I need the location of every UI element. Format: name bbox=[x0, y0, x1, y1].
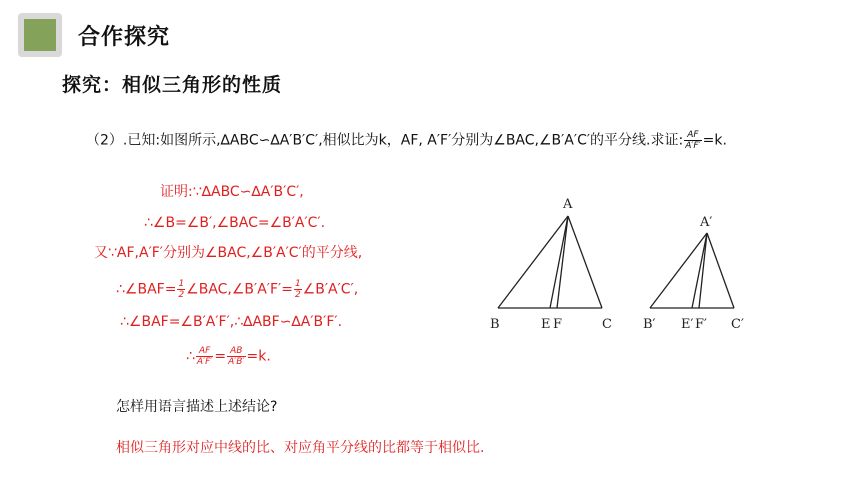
section-logo-square bbox=[24, 19, 56, 51]
proof-line-3: 又∵AF,A′F′分别为∠BAC,∠B′A′C′的平分线, bbox=[94, 245, 363, 261]
triangle-figure bbox=[480, 188, 780, 338]
ratio-fraction-1-numerator: AF bbox=[196, 346, 213, 357]
ratio-fraction-1 bbox=[196, 346, 213, 367]
median-a-prime-e-prime bbox=[692, 233, 707, 308]
label-f: F bbox=[553, 317, 563, 332]
proof-line-1: 证明:∵∆ABC∽∆A′B′C′, bbox=[160, 184, 304, 200]
proof-line-2: ∴∠B=∠B′,∠BAC=∠B′A′C′. bbox=[144, 215, 326, 231]
label-c-prime: C′ bbox=[731, 317, 744, 332]
conclusion-text: 相似三角形对应中线的比、对应角平分线的比都等于相似比. bbox=[116, 440, 485, 456]
label-c: C bbox=[602, 317, 612, 332]
fraction-numerator: AF bbox=[684, 130, 701, 141]
label-a: A bbox=[563, 197, 573, 212]
triangle-a-prime bbox=[650, 233, 734, 308]
proof-line-4-c: ∠B′A′C′, bbox=[302, 281, 359, 298]
side-ac bbox=[568, 216, 602, 308]
ratio-fraction-1-denominator: A′F′ bbox=[196, 357, 213, 367]
proof-line-6-suffix: =k. bbox=[246, 348, 271, 365]
ratio-fraction-2 bbox=[227, 346, 245, 367]
problem-statement bbox=[86, 130, 806, 151]
proof-line-6-prefix: ∴ bbox=[186, 348, 195, 365]
proof-line-4-a: ∴∠BAF= bbox=[116, 281, 177, 298]
discussion-question: 怎样用语言描述上述结论? bbox=[116, 399, 278, 415]
ratio-fraction-2-denominator: A′B′ bbox=[228, 357, 245, 367]
bisector-a-prime-f-prime bbox=[699, 233, 707, 308]
side-a-prime-c-prime bbox=[707, 233, 734, 308]
proof-line-6-mid: = bbox=[214, 348, 227, 365]
label-e-prime: E′ bbox=[681, 317, 694, 332]
label-b: B bbox=[490, 317, 500, 332]
half-fraction-2 bbox=[294, 279, 302, 300]
label-a-prime: A′ bbox=[700, 215, 713, 230]
problem-prefix: （2）.已知:如图所示,∆ABC∽∆A′B′C′,相似比为k，AF, A′F′分别为∠BAC,∠B′A′C′的平分线.求证: bbox=[86, 132, 684, 149]
proof-line-4-b: ∠BAC,∠B′A′F′= bbox=[186, 281, 293, 298]
page-subtitle: 探究：相似三角形的性质 bbox=[62, 74, 283, 96]
side-ab bbox=[498, 216, 568, 308]
half-fraction-1 bbox=[177, 279, 185, 300]
fraction-denominator: A′F′ bbox=[685, 141, 701, 151]
half-fraction-2-numerator: 1 bbox=[294, 279, 301, 289]
half-fraction-1-numerator: 1 bbox=[178, 279, 185, 289]
proof-line-5: ∴∠BAF=∠B′A′F′,∴∆ABF∽∆A′B′F′. bbox=[120, 314, 343, 330]
proof-line-6 bbox=[186, 346, 271, 367]
side-a-prime-b-prime bbox=[650, 233, 707, 308]
section-title: 合作探究 bbox=[78, 25, 171, 50]
label-f-prime: F′ bbox=[695, 317, 707, 332]
half-fraction-2-denominator: 2 bbox=[294, 290, 301, 300]
ratio-fraction-2-numerator: AB bbox=[227, 346, 245, 357]
proof-line-4 bbox=[116, 279, 358, 300]
problem-fraction bbox=[684, 130, 701, 151]
triangle-abc bbox=[498, 216, 602, 308]
half-fraction-1-denominator: 2 bbox=[178, 290, 185, 300]
label-e: E bbox=[541, 317, 551, 332]
section-logo bbox=[18, 13, 62, 57]
label-b-prime: B′ bbox=[643, 317, 656, 332]
problem-suffix: =k. bbox=[702, 132, 727, 149]
